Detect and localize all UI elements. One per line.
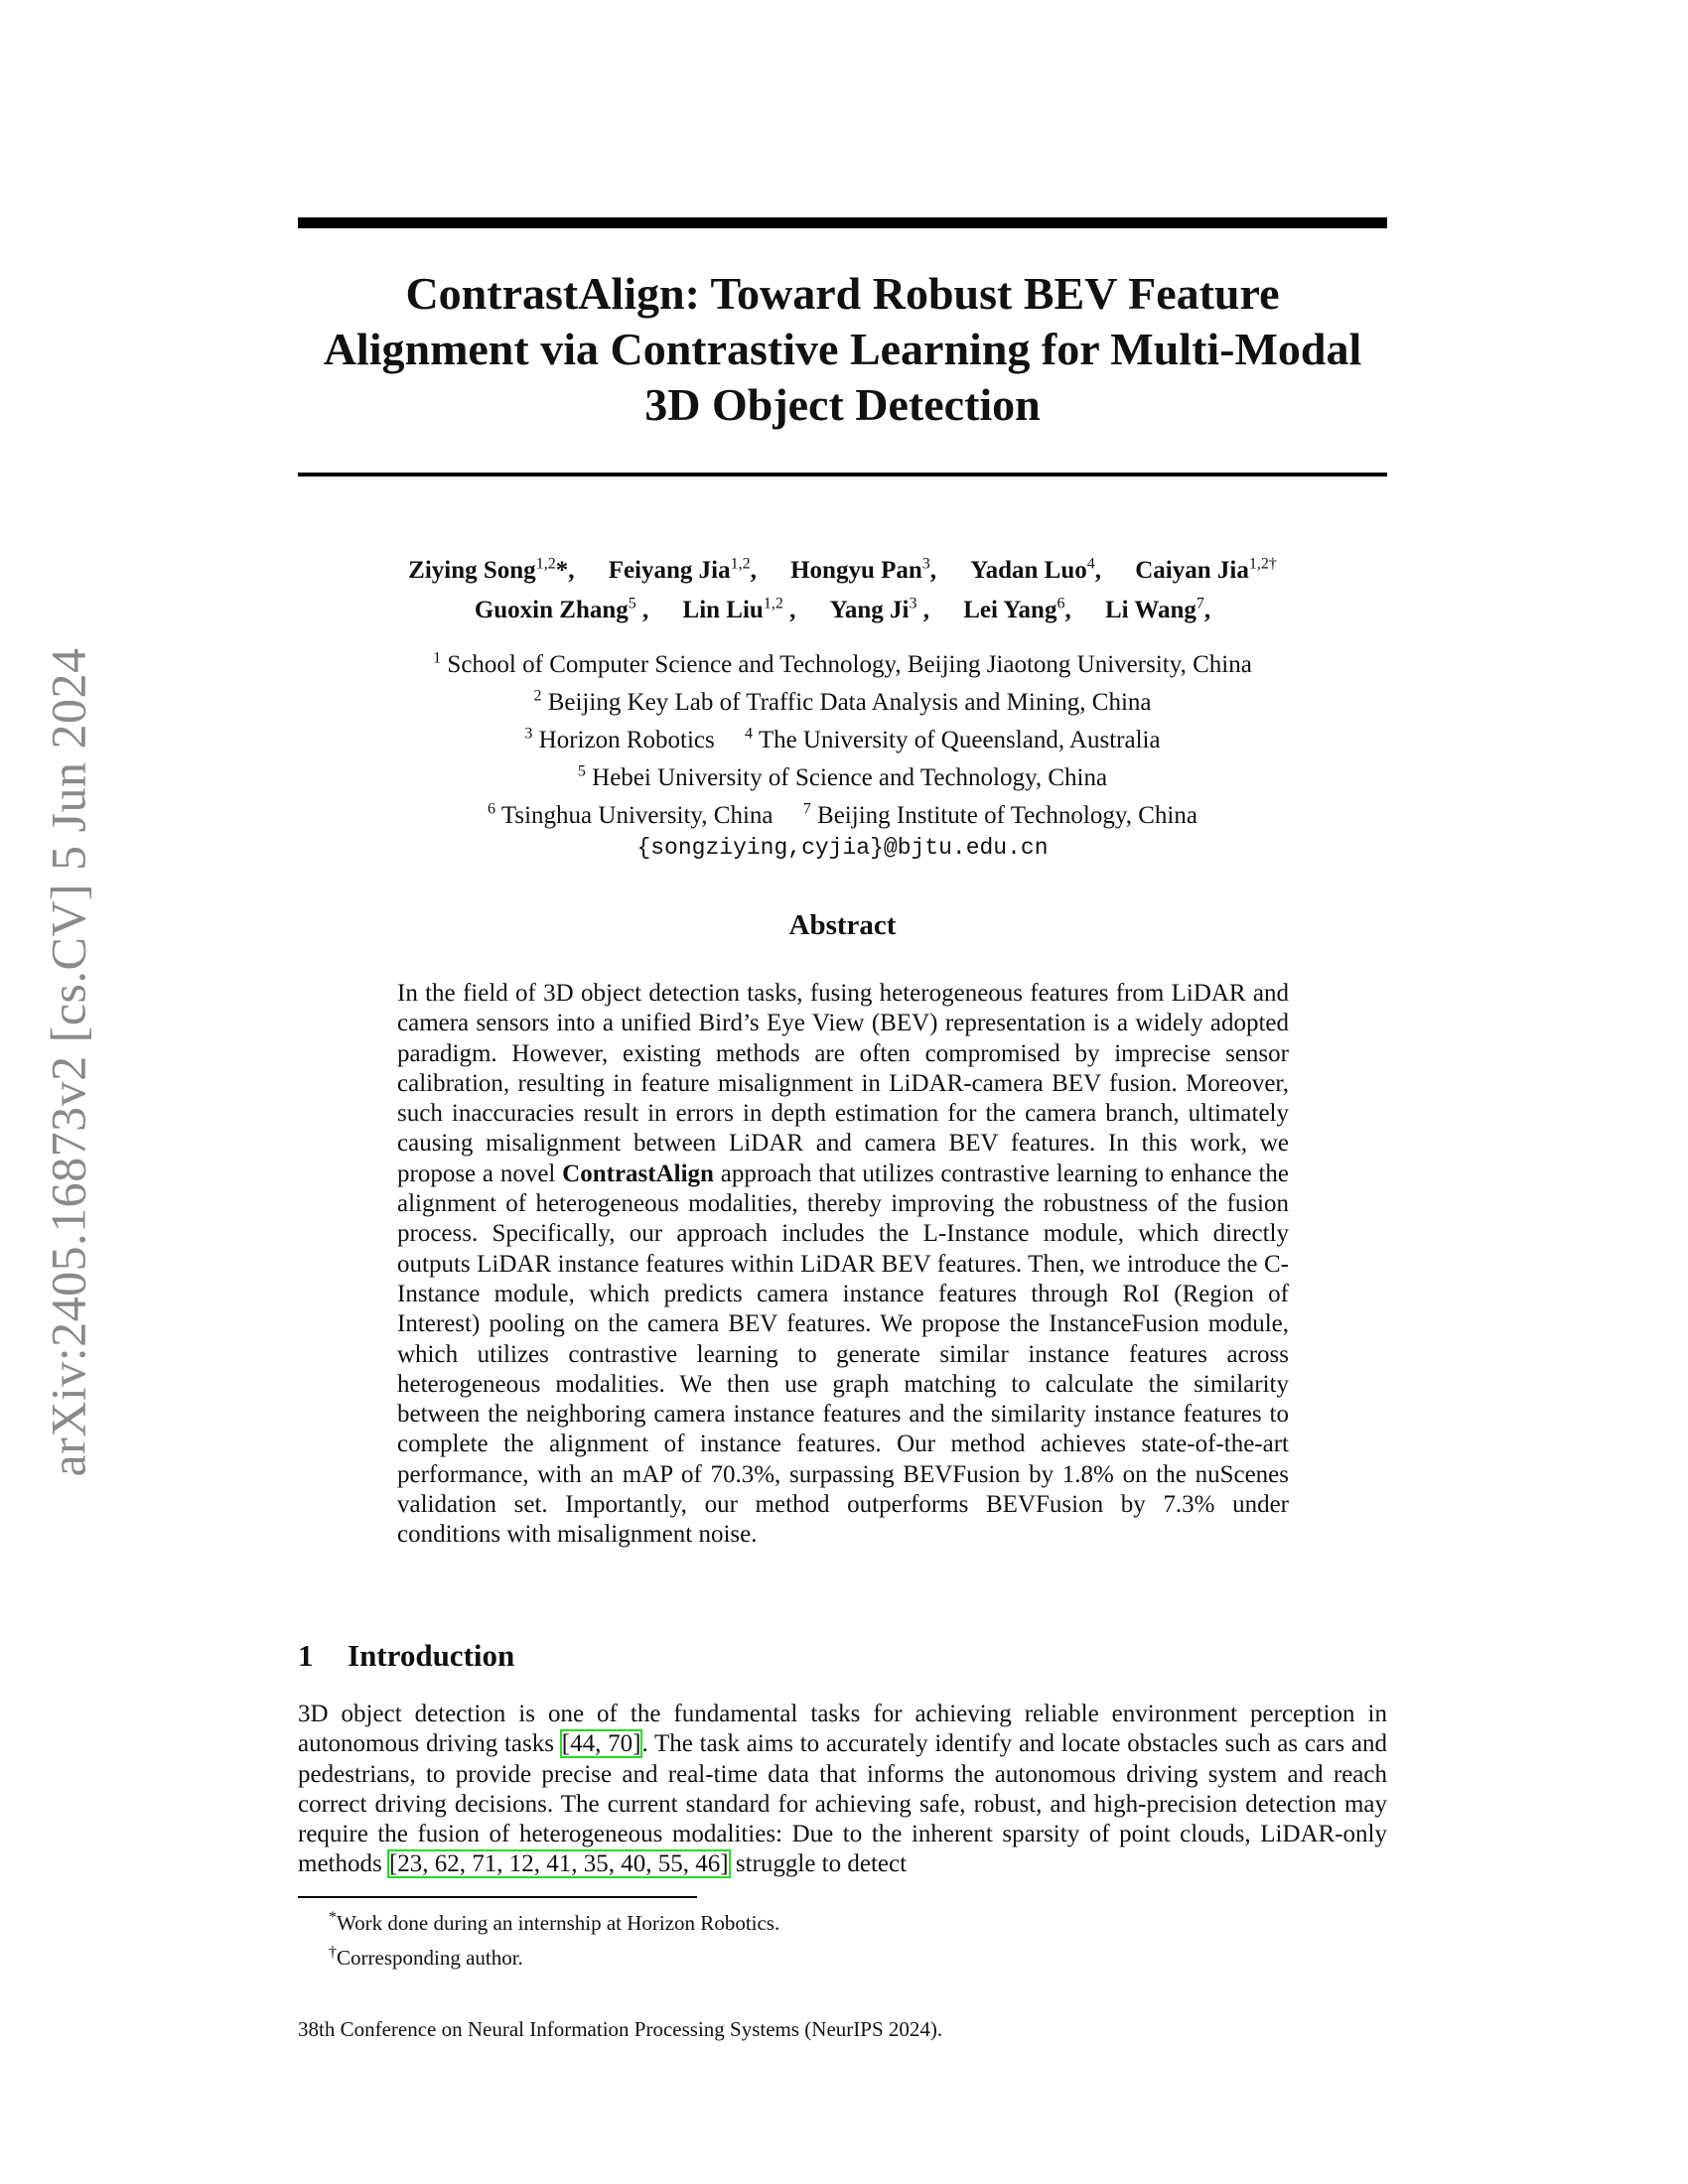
- affiliation-row: [298, 793, 1387, 831]
- arxiv-identifier: [33, 596, 104, 1529]
- affiliation-row: [298, 643, 1387, 681]
- affiliation-row: [298, 681, 1387, 719]
- footnote-rule: [298, 1896, 697, 1898]
- abstract-text: In the field of 3D object detection tasks, fusing heterogeneous features from LiDAR and camera sensors into a unified Bird’s Eye View (BEV) representation is a widely adopted paradigm. However, existing methods are often compromised by imprecise sensor calibration, resulting in feature misalignment in LiDAR-camera BEV fusion. Moreover, such inaccuracies result in errors in depth estimation for the camera branch, ultimately causing misalignment between LiDAR and camera BEV features. In this work, we propose a novel: [397, 980, 1289, 1187]
- footnote: †Corresponding author.: [329, 1944, 523, 1970]
- title-line: Alignment via Contrastive Learning for Multi-Modal: [323, 324, 1362, 374]
- footnote: *Work done during an internship at Horizon Robotics.: [329, 1909, 780, 1935]
- author: Lei Yang$^6$,: [963, 595, 1071, 623]
- author-row: [298, 548, 1387, 587]
- author: Li Wang$^7$,: [1104, 595, 1211, 623]
- affiliation: $^5$ Hebei University of Science and Technology, China: [577, 762, 1108, 791]
- abstract-body: [397, 979, 1289, 1551]
- author: Yadan Luo$^4$,: [970, 556, 1101, 585]
- author-row: [298, 587, 1387, 625]
- title-line: 3D Object Detection: [644, 379, 1041, 430]
- section-title: Introduction: [348, 1638, 515, 1673]
- affiliation-row: [298, 755, 1387, 793]
- section-heading-introduction: [298, 1638, 514, 1674]
- abstract-text: approach that utilizes contrastive learning to enhance the alignment of heterogeneous modalities, thereby improving the robustness of the fusion process. Specifically, our approach includes the L-Instance module, which directly outputs LiDAR instance features within LiDAR BEV features. Then, we introduce the C-Instance module, which predicts camera instance features through RoI (Region of Interest) pooling on the camera BEV features. We propose the InstanceFusion module, which utilizes contrastive learning to generate similar instance features across heterogeneous modalities. We then use graph matching to calculate the similarity between the neighboring camera instance features and the similarity instance features to complete the alignment of instance features. Our method achieves state-of-the-art performance, with an mAP of 70.3%, surpassing BEVFusion by 1.8% on the nuScenes validation set. Importantly, our method outperforms BEVFusion by 7.3% under conditions with misalignment noise.: [397, 1160, 1290, 1549]
- title-line: ContrastAlign: Toward Robust BEV Feature: [405, 268, 1280, 319]
- contact-email[interactable]: {songziying,cyjia}@bjtu.edu.cn: [636, 835, 1049, 862]
- affiliation: $^2$ Beijing Key Lab of Traffic Data Analysis and Mining, China: [533, 687, 1152, 717]
- author: Ziying Song$^{1,2}$*,: [408, 556, 575, 585]
- affiliation-list: [298, 643, 1387, 865]
- citation-link[interactable]: [23, 62, 71, 12, 41, 35, 40, 55, 46]: [388, 1850, 729, 1878]
- section-number: 1: [298, 1638, 314, 1673]
- affiliation-row: [298, 719, 1387, 756]
- abstract-heading: Abstract: [788, 909, 897, 941]
- author: Lin Liu$^{1,2}$ ,: [682, 595, 796, 623]
- title-bottom-rule: [298, 473, 1387, 477]
- arxiv-identifier-text: arXiv:2405.16873v2 [cs.CV] 5 Jun 2024: [41, 647, 97, 1477]
- affiliation: $^1$ School of Computer Science and Technology, Beijing Jiaotong University, China: [433, 650, 1252, 679]
- author-list: [298, 548, 1387, 626]
- introduction-paragraph: [298, 1700, 1387, 1880]
- affiliation: $^3$ Horizon Robotics: [524, 725, 715, 753]
- intro-text: 3D object detection is one of the fundamental tasks for achieving reliable environment perception in autonomous driving tasks: [298, 1701, 1387, 1758]
- footnotes: [329, 1903, 779, 1973]
- title-top-rule: [298, 217, 1387, 228]
- venue-note: 38th Conference on Neural Information Processing Systems (NeurIPS 2024).: [298, 2017, 943, 2041]
- paper-title: [298, 266, 1387, 433]
- affiliation: $^7$ Beijing Institute of Technology, China: [802, 800, 1197, 829]
- citation-link[interactable]: [44, 70]: [561, 1730, 641, 1758]
- method-name: ContrastAlign: [562, 1160, 714, 1187]
- author: Guoxin Zhang$^5$ ,: [474, 595, 649, 623]
- intro-text: . The task aims to accurately identify and locate obstacles such as cars and pedestrians, to provide precise and real-time data that informs the autonomous driving system and reach correct driving decisions. The current standard for achieving safe, robust, and high-precision detection may require the fusion of heterogeneous modalities: Due to the inherent sparsity of point clouds, LiDAR-only methods: [298, 1730, 1388, 1878]
- contact-email-row: [298, 831, 1387, 865]
- author: Feiyang Jia$^{1,2}$,: [608, 556, 757, 585]
- affiliation: $^6$ Tsinghua University, China: [488, 800, 774, 829]
- intro-text: struggle to detect: [729, 1850, 908, 1878]
- author: Yang Ji$^3$ ,: [829, 595, 929, 623]
- author: Hongyu Pan$^3$,: [790, 556, 937, 585]
- author: Caiyan Jia$^{1,2\dagger}$: [1135, 556, 1277, 585]
- affiliation: $^4$ The University of Queensland, Australia: [745, 725, 1161, 753]
